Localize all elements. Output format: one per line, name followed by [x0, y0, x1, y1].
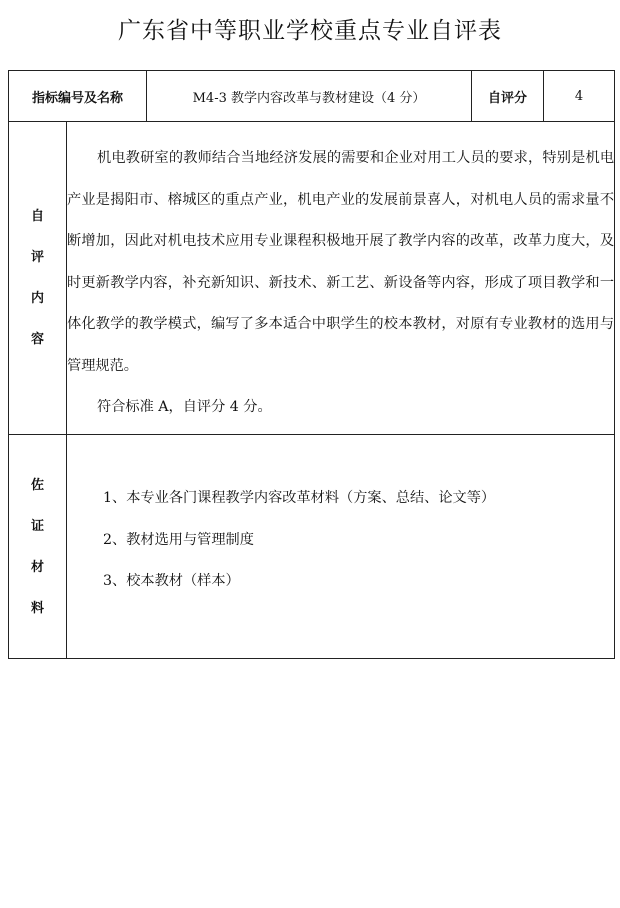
evidence-item: 1、本专业各门课程教学内容改革材料（方案、总结、论文等） [103, 490, 496, 506]
self-eval-row [9, 122, 615, 435]
score-label: 自评分 [472, 71, 544, 122]
evidence-item: 3、校本教材（样本） [103, 573, 240, 589]
side-char: 料 [30, 600, 44, 616]
self-evaluation-table [8, 70, 615, 659]
self-eval-paragraph: 机电教研室的教师结合当地经济发展的需要和企业对用工人员的要求，特别是机电产业是揭阳市、榕城区的重点产业，机电产业的发展前景喜人，对机电人员的需求量不断增加，因此对机电技术应用专业课程积极地开展了教学内容的改革，改革力度大，及时更新教学内容，补充新知识、新技术、新工艺、新设备等内容，形成了项目教学和一体化教学的教学模式，编写了多本适合中职学生的校本教材，对原有专业教材的选用与管理规范。 [67, 150, 615, 374]
side-char: 内 [30, 291, 44, 306]
side-char: 评 [30, 250, 44, 265]
self-eval-content [67, 122, 615, 435]
indicator-value: M4-3 教学内容改革与教材建设（4 分） [147, 71, 472, 122]
score-value: 4 [544, 71, 615, 122]
self-eval-conclusion: 符合标准 A，自评分 4 分。 [97, 399, 272, 416]
header-row [9, 71, 615, 122]
side-char: 佐 [30, 477, 44, 493]
evidence-list [67, 435, 614, 603]
side-char: 证 [30, 518, 44, 534]
evidence-row [9, 435, 615, 659]
page-title: 广东省中等职业学校重点专业自评表 [118, 18, 502, 44]
evidence-item: 2、教材选用与管理制度 [103, 531, 254, 548]
evidence-side-label [9, 435, 67, 659]
side-char: 容 [30, 332, 44, 347]
side-char: 自 [30, 209, 44, 224]
evidence-content [67, 435, 615, 659]
indicator-label: 指标编号及名称 [9, 71, 147, 122]
self-eval-side-label [9, 122, 67, 435]
side-char: 材 [30, 559, 44, 575]
